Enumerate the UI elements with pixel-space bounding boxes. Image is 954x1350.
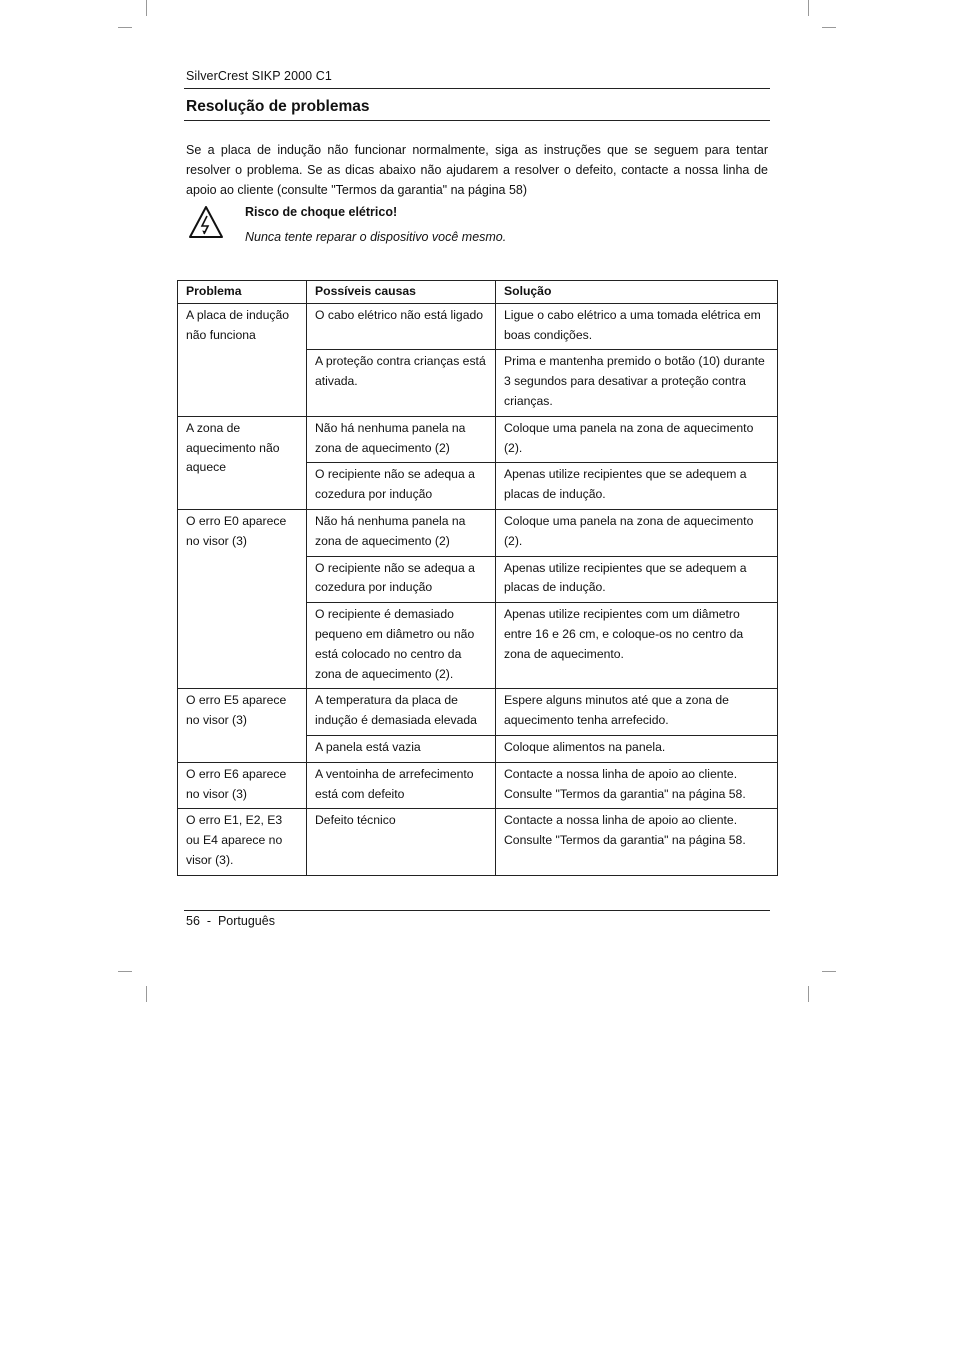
cause-cell: A ventoinha de arrefecimento está com defeito <box>307 762 496 809</box>
crop-mark-bottom-right-horizontal <box>822 971 836 972</box>
problem-cell: O erro E0 aparece no visor (3) <box>178 509 307 688</box>
solution-cell: Contacte a nossa linha de apoio ao cliente. Consulte "Termos da garantia" na página 58. <box>496 809 778 875</box>
section-title-divider <box>184 120 770 121</box>
section-title: Resolução de problemas <box>186 98 370 115</box>
cause-cell: O recipiente é demasiado pequeno em diâmetro ou não está colocado no centro da zona de aquecimento (2). <box>307 603 496 689</box>
troubleshooting-table <box>177 280 778 876</box>
problem-cell: A zona de aquecimento não aquece <box>178 416 307 509</box>
warning-title: Risco de choque elétrico! <box>245 205 398 219</box>
footer-divider <box>184 910 770 911</box>
problem-cell: O erro E1, E2, E3 ou E4 aparece no visor (3). <box>178 809 307 875</box>
crop-mark-bottom-left-horizontal <box>118 971 132 972</box>
cause-cell: O cabo elétrico não está ligado <box>307 303 496 350</box>
warning-text: Nunca tente reparar o dispositivo você mesmo. <box>245 230 507 244</box>
crop-mark-bottom-right-vertical <box>808 986 809 1002</box>
table-row <box>178 509 778 556</box>
crop-mark-top-right-horizontal <box>822 27 836 28</box>
table-row <box>178 303 778 350</box>
problem-cell: O erro E6 aparece no visor (3) <box>178 762 307 809</box>
column-header-causes: Possíveis causas <box>307 281 496 304</box>
solution-cell: Coloque alimentos na panela. <box>496 735 778 762</box>
solution-cell: Contacte a nossa linha de apoio ao cliente. Consulte "Termos da garantia" na página 58. <box>496 762 778 809</box>
cause-cell: Não há nenhuma panela na zona de aquecimento (2) <box>307 509 496 556</box>
crop-mark-top-left-horizontal <box>118 27 132 28</box>
cause-cell: Não há nenhuma panela na zona de aquecimento (2) <box>307 416 496 463</box>
column-header-problem: Problema <box>178 281 307 304</box>
cause-cell: A proteção contra crianças está ativada. <box>307 350 496 416</box>
cause-cell: O recipiente não se adequa a cozedura por indução <box>307 556 496 603</box>
crop-mark-bottom-left-vertical <box>146 986 147 1002</box>
page-footer: 56 - Português <box>186 914 275 928</box>
solution-cell: Apenas utilize recipientes que se adequem a placas de indução. <box>496 556 778 603</box>
crop-mark-top-right-vertical <box>808 0 809 16</box>
problem-cell: O erro E5 aparece no visor (3) <box>178 689 307 762</box>
table-row <box>178 762 778 809</box>
solution-cell: Apenas utilize recipientes que se adequem a placas de indução. <box>496 463 778 510</box>
cause-cell: Defeito técnico <box>307 809 496 875</box>
solution-cell: Espere alguns minutos até que a zona de aquecimento tenha arrefecido. <box>496 689 778 736</box>
solution-cell: Apenas utilize recipientes com um diâmetro entre 16 e 26 cm, e coloque-os no centro da zona de aquecimento. <box>496 603 778 689</box>
solution-cell: Prima e mantenha premido o botão (10) durante 3 segundos para desativar a proteção contra crianças. <box>496 350 778 416</box>
solution-cell: Ligue o cabo elétrico a uma tomada elétrica em boas condições. <box>496 303 778 350</box>
intro-paragraph: Se a placa de indução não funcionar normalmente, siga as instruções que se seguem para tentar resolver o problema. Se as dicas abaixo não ajudarem a resolver o defeito, contacte a nossa linha de apoio ao cliente (consulte "Termos da garantia" na página 58) <box>186 143 768 197</box>
header-divider <box>184 88 770 89</box>
cause-cell: A panela está vazia <box>307 735 496 762</box>
table-row <box>178 809 778 875</box>
table-header-row <box>178 281 778 304</box>
column-header-solution: Solução <box>496 281 778 304</box>
solution-cell: Coloque uma panela na zona de aquecimento (2). <box>496 509 778 556</box>
solution-cell: Coloque uma panela na zona de aquecimento (2). <box>496 416 778 463</box>
cause-cell: A temperatura da placa de indução é demasiada elevada <box>307 689 496 736</box>
page-header-title: SilverCrest SIKP 2000 C1 <box>186 69 332 83</box>
electric-shock-warning-icon <box>188 205 224 239</box>
table-row <box>178 689 778 736</box>
cause-cell: O recipiente não se adequa a cozedura por indução <box>307 463 496 510</box>
table-row <box>178 416 778 463</box>
problem-cell: A placa de indução não funciona <box>178 303 307 416</box>
crop-mark-top-left-vertical <box>146 0 147 16</box>
